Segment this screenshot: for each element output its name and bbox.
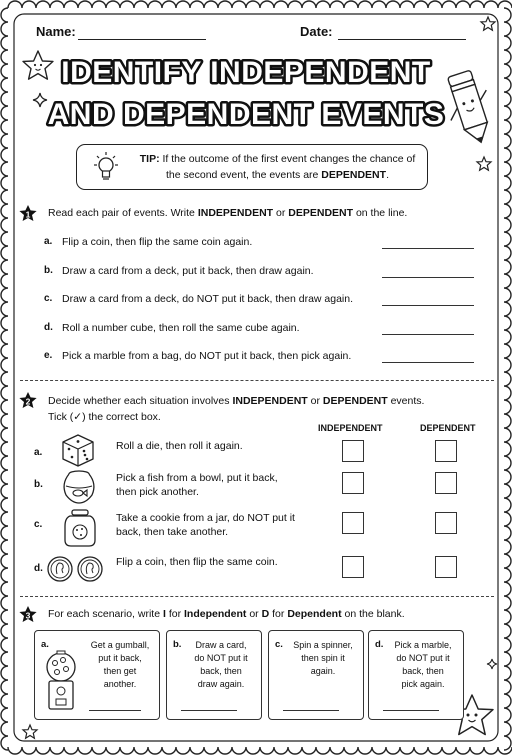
section-1-badge [19,205,37,223]
card-letter: d. [375,639,384,650]
name-label: Name: [36,24,76,39]
answer-blank[interactable] [382,362,474,363]
column-header-dependent: DEPENDENT [420,423,476,433]
checkbox-independent[interactable] [342,440,364,462]
svg-text:3: 3 [25,610,31,621]
scenario-card [368,630,464,720]
item-letter: e. [44,350,53,361]
column-header-independent: INDEPENDENT [318,423,383,433]
item-letter: c. [44,293,53,304]
light-bulb-icon [89,150,123,184]
checkbox-independent[interactable] [342,556,364,578]
tip-box [76,144,428,190]
star-icon [23,725,37,738]
scenario-card [34,630,160,720]
tip-body: If the outcome of the first event changes the chance of the second event, the events are [162,153,416,181]
section-2-badge [19,392,37,410]
item-letter: a. [34,447,43,458]
worksheet-title [0,48,512,138]
fishbowl-icon [60,468,98,506]
checkbox-independent[interactable] [342,512,364,534]
answer-blank[interactable] [283,710,339,711]
card-letter: a. [41,639,49,650]
item-letter: c. [34,519,43,530]
tip-emphasis: DEPENDENT [321,169,387,181]
checkbox-independent[interactable] [342,472,364,494]
checkbox-dependent[interactable] [435,512,457,534]
item-text: Take a cookie from a jar, do NOT put it back, then take another. [116,512,295,538]
item-text: Pick a marble from a bag, do NOT put it back, then pick again. [62,350,352,362]
item-text: Draw a card from a deck, do NOT put it back, then draw again. [62,293,354,305]
answer-blank[interactable] [382,334,474,335]
item-text: Roll a die, then roll it again. [116,440,243,452]
card-text: Spin a spinner, then spin it again. [293,640,353,676]
star-icon [481,17,495,30]
item-letter: b. [34,479,43,490]
item-letter: a. [44,236,53,247]
tip-label: TIP: [139,153,160,165]
item-text: Flip a coin, then flip the same coin. [116,556,278,568]
item-letter: d. [44,321,53,333]
die-icon [58,432,98,468]
scenario-card [268,630,364,720]
scenario-card [166,630,262,720]
item-text: Roll a number cube, then roll the same cube again. [62,321,300,334]
section-3-instruction: For each scenario, write I for Independent or D for Dependent on the blank. [48,608,405,620]
item-letter: d. [34,563,43,574]
star-icon [477,157,491,170]
cookie-jar-icon [62,508,98,548]
checkbox-dependent[interactable] [435,472,457,494]
item-text: Draw a card from a deck, put it back, then draw again. [62,264,314,277]
sparkle-icon [487,659,497,669]
svg-text:2: 2 [25,396,31,407]
section-1-instruction: Read each pair of events. Write INDEPENDENT or DEPENDENT on the line. [48,207,408,219]
section-divider [20,380,494,381]
answer-blank[interactable] [382,248,474,249]
section-3-badge [19,606,37,624]
tip-text [135,151,420,183]
section-2-instruction: Decide whether each situation involves INDEPENDENT or DEPENDENT events. Tick (✓) the correct box. [48,395,425,423]
checkbox-dependent[interactable] [435,556,457,578]
answer-blank[interactable] [89,710,141,711]
answer-blank[interactable] [181,710,237,711]
date-label: Date: [300,24,333,39]
checkbox-dependent[interactable] [435,440,457,462]
tip-end: . [386,169,389,181]
item-letter: b. [44,264,53,276]
svg-text:1: 1 [25,209,31,220]
card-text: Get a gumball, put it back, then get another. [90,640,150,689]
answer-blank[interactable] [382,305,474,306]
card-letter: b. [173,639,182,650]
coins-icon [46,554,106,584]
card-letter: c. [275,639,283,650]
answer-blank[interactable] [382,277,474,278]
card-text: Draw a card, do NOT put it back, then draw again. [194,640,248,689]
gumball-machine-icon [41,649,81,715]
item-text: Pick a fish from a bowl, put it back, then pick another. [116,472,278,498]
card-text: Pick a marble, do NOT put it back, then pick again. [394,640,452,689]
section-divider [20,596,494,597]
answer-blank[interactable] [383,710,439,711]
title-line-1: IDENTIFY INDEPENDENT [61,56,431,89]
item-text: Flip a coin, then flip the same coin again. [62,236,253,248]
title-line-2: AND DEPENDENT EVENTS [47,98,445,131]
